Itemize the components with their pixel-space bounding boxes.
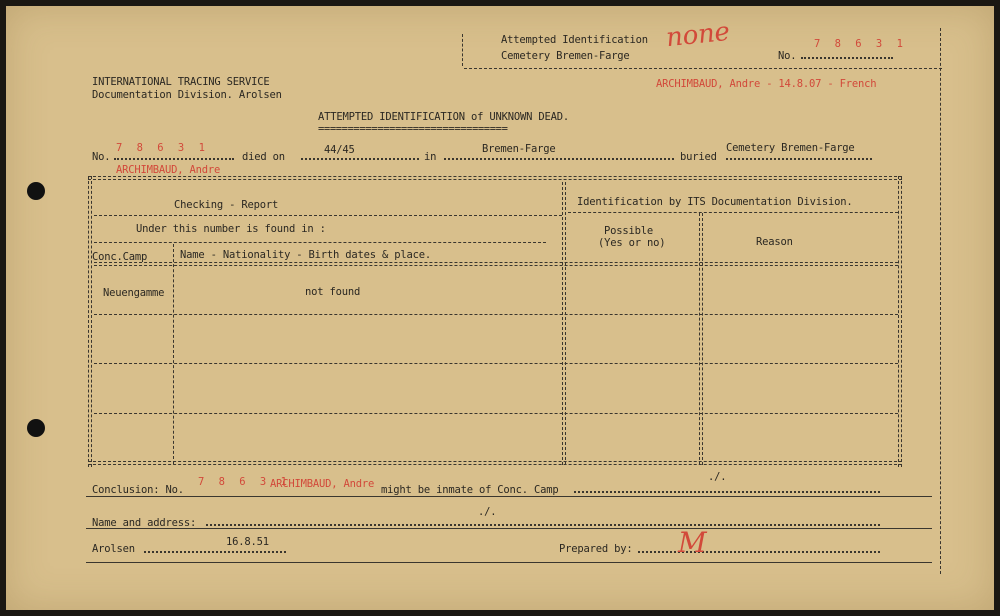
in-label: in bbox=[424, 151, 437, 163]
prepared-dots bbox=[638, 551, 880, 553]
name-address-dots bbox=[206, 524, 880, 526]
table-right-border bbox=[898, 176, 902, 467]
in-value: Bremen-Farge bbox=[482, 143, 556, 155]
name-address-label: Name and address: bbox=[92, 517, 197, 529]
top-no-value: 7 8 6 3 1 bbox=[814, 38, 907, 50]
buried-label: buried bbox=[680, 151, 717, 163]
row-camp: Neuengamme bbox=[103, 287, 165, 299]
checking-row-line bbox=[94, 215, 562, 216]
conclusion-no: 7 8 6 3 1 bbox=[198, 476, 291, 488]
name-address-rule bbox=[86, 528, 932, 529]
died-label: died on bbox=[242, 151, 285, 163]
conclusion-value: ./. bbox=[708, 471, 727, 483]
identification-header: Identification by ITS Documentation Division. bbox=[577, 196, 853, 208]
record-no-dots bbox=[114, 158, 234, 160]
died-dots bbox=[301, 158, 419, 160]
punch-hole-lower bbox=[27, 419, 45, 437]
died-value: 44/45 bbox=[324, 144, 355, 156]
bottom-rule bbox=[86, 562, 932, 563]
org-line-1: INTERNATIONAL TRACING SERVICE bbox=[92, 76, 270, 88]
table-reason-divider bbox=[699, 213, 703, 465]
col-name-header: Name - Nationality - Birth dates & place. bbox=[180, 249, 431, 261]
top-title-1: Attempted Identification bbox=[501, 34, 648, 46]
date-dots bbox=[144, 551, 286, 553]
table-top-border bbox=[88, 176, 902, 180]
date-value: 16.8.51 bbox=[226, 536, 269, 548]
col-reason-header: Reason bbox=[756, 236, 793, 248]
top-no-label: No. bbox=[778, 50, 797, 62]
conclusion-rule bbox=[86, 496, 932, 497]
under-number-header: Under this number is found in : bbox=[136, 223, 326, 235]
table-middle-divider bbox=[562, 182, 566, 465]
red-name-line: ARCHIMBAUD, Andre - 14.8.07 - French bbox=[656, 78, 877, 90]
identification-row-line bbox=[568, 212, 898, 213]
row-line-1 bbox=[94, 314, 898, 315]
punch-hole-upper bbox=[27, 182, 45, 200]
handwritten-none: none bbox=[664, 16, 732, 54]
under-row-line bbox=[94, 242, 546, 243]
conclusion-dots bbox=[574, 491, 880, 493]
conclusion-rest: might be inmate of Conc. Camp bbox=[381, 484, 559, 496]
card-right-border bbox=[940, 28, 941, 574]
record-no-value: 7 8 6 3 1 bbox=[116, 142, 209, 154]
name-address-value: ./. bbox=[478, 506, 497, 518]
header-box-left-border bbox=[462, 34, 463, 66]
header-box-bottom bbox=[464, 68, 942, 69]
checking-report-header: Checking - Report bbox=[174, 199, 279, 211]
table-bottom-border bbox=[88, 461, 902, 465]
doc-title-underline: ================================ bbox=[318, 123, 508, 135]
top-no-dots bbox=[801, 57, 893, 59]
conclusion-label: Conclusion: No. bbox=[92, 484, 184, 496]
tracing-card bbox=[6, 6, 994, 610]
col-possible-sub: (Yes or no) bbox=[598, 237, 666, 249]
buried-dots bbox=[726, 158, 872, 160]
col-camp-header: Conc.Camp bbox=[92, 251, 148, 263]
table-camp-divider bbox=[173, 244, 174, 464]
record-red-name: ARCHIMBAUD, Andre bbox=[116, 164, 221, 176]
conclusion-name: ARCHIMBAUD, Andre bbox=[270, 478, 375, 490]
doc-title: ATTEMPTED IDENTIFICATION of UNKNOWN DEAD. bbox=[318, 111, 569, 123]
record-no-label: No. bbox=[92, 151, 111, 163]
place-label: Arolsen bbox=[92, 543, 135, 555]
row-line-2 bbox=[94, 363, 898, 364]
row-name: not found bbox=[305, 286, 361, 298]
in-dots bbox=[444, 158, 674, 160]
org-line-2: Documentation Division. Arolsen bbox=[92, 89, 282, 101]
col-possible-header: Possible bbox=[604, 225, 653, 237]
header-body-separator bbox=[94, 262, 898, 266]
top-title-2: Cemetery Bremen-Farge bbox=[501, 50, 630, 62]
row-line-3 bbox=[94, 413, 898, 414]
table-left-border bbox=[88, 176, 92, 467]
prepared-initial: M bbox=[678, 526, 707, 559]
prepared-label: Prepared by: bbox=[559, 543, 633, 555]
buried-value: Cemetery Bremen-Farge bbox=[726, 142, 855, 154]
